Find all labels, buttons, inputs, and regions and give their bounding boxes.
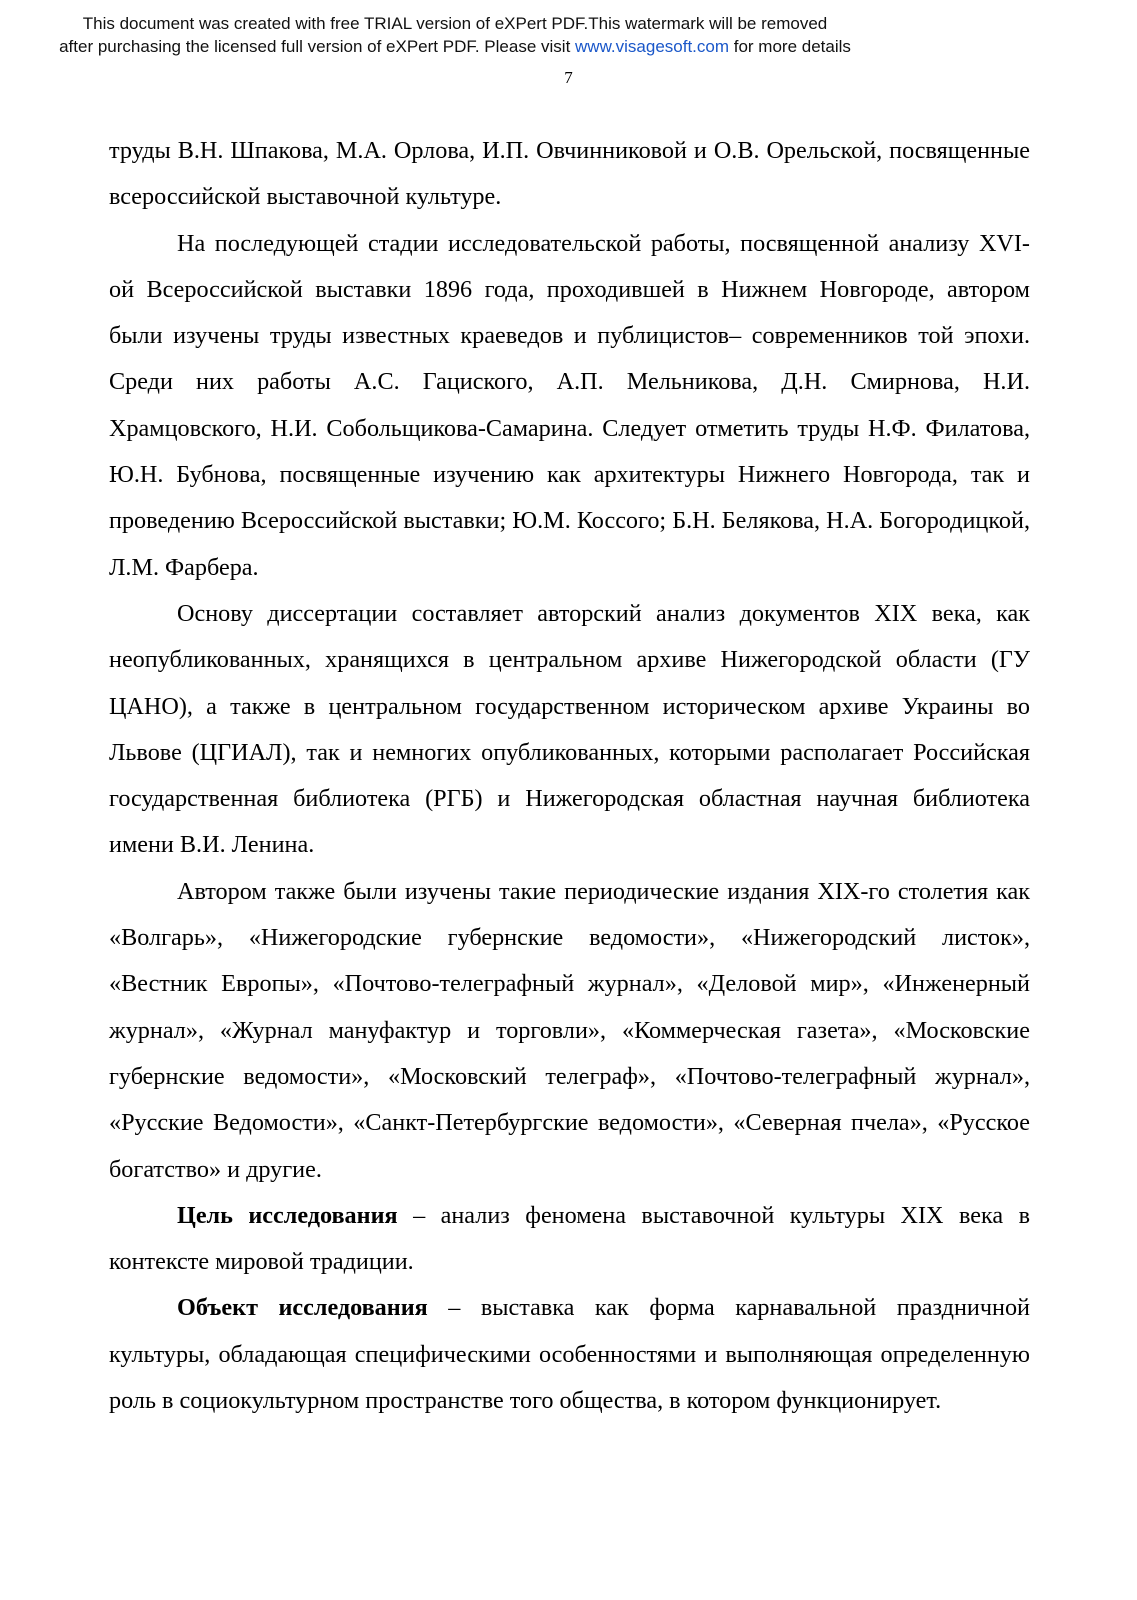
- paragraph-research-goal: [109, 1193, 1030, 1286]
- research-object-term: Объект исследования: [177, 1294, 428, 1322]
- trial-watermark: [0, 12, 910, 58]
- paragraph-periodicals: Автором также были изучены такие периодические издания XIX-го столетия как «Волгарь», «Нижегородские губернские ведомости», «Нижегородский листок», «Вестник Европы», «Почтово-телеграфный журнал», «Деловой мир», «Инженерный журнал», «Журнал мануфактур и торговли», «Коммерческая газета», «Московские губернские ведомости», «Московский телеграф», «Почтово-телеграфный журнал», «Русские Ведомости», «Санкт-Петербургские ведомости», «Северная пчела», «Русское богатство» и другие.: [109, 877, 1030, 1183]
- watermark-text-before-link: after purchasing the licensed full version of eXPert PDF. Please visit: [59, 37, 576, 56]
- watermark-line-2: [0, 35, 910, 58]
- page-number: 7: [564, 68, 573, 87]
- watermark-text-after-link: for more details: [729, 37, 851, 56]
- paragraph-archival-sources: Основу диссертации составляет авторский анализ документов XIX века, как неопубликованных, хранящихся в центральном архиве Нижегородской области (ГУ ЦАНО), а также в центральном государственном историческом архиве Украины во Львове (ЦГИАЛ), так и немногих опубликованных, которыми располагает Российская государственная библиотека (РГБ) и Нижегородская областная научная библиотека имени В.И. Ленина.: [109, 599, 1030, 859]
- paragraph-continuation: труды В.Н. Шпакова, М.А. Орлова, И.П. Овчинниковой и О.В. Орельской, посвященные всероссийской выставочной культуре.: [109, 137, 1030, 211]
- document-body: [109, 128, 1030, 1424]
- paragraph-sources-local-historians: На последующей стадии исследовательской работы, посвященной анализу XVI-ой Всероссийской выставки 1896 года, проходившей в Нижнем Новгороде, автором были изучены труды известных краеведов и публицистов– современников той эпохи. Среди них работы А.С. Гациского, А.П. Мельникова, Д.Н. Смирнова, Н.И. Храмцовского, Н.И. Собольщикова-Самарина. Следует отметить труды Н.Ф. Филатова, Ю.Н. Бубнова, посвященные изучению как архитектуры Нижнего Новгорода, так и проведению Всероссийской выставки; Ю.М. Коссого; Б.Н. Белякова, Н.А. Богородицкой, Л.М. Фарбера.: [109, 229, 1030, 581]
- research-goal-text: – анализ феномена выставочной культуры XIX века в контексте мировой традиции.: [109, 1201, 1030, 1276]
- watermark-link[interactable]: www.visagesoft.com: [575, 37, 730, 56]
- watermark-line-1: This document was created with free TRIAL version of eXPert PDF.This watermark will be removed: [82, 14, 828, 33]
- paragraph-research-object: [109, 1285, 1030, 1424]
- research-object-text: – выставка как форма карнавальной праздничной культуры, обладающая специфическими особенностями и выполняющая определенную роль в социокультурном пространстве того общества, в котором функционирует.: [109, 1294, 1030, 1415]
- research-goal-term: Цель исследования: [177, 1201, 398, 1229]
